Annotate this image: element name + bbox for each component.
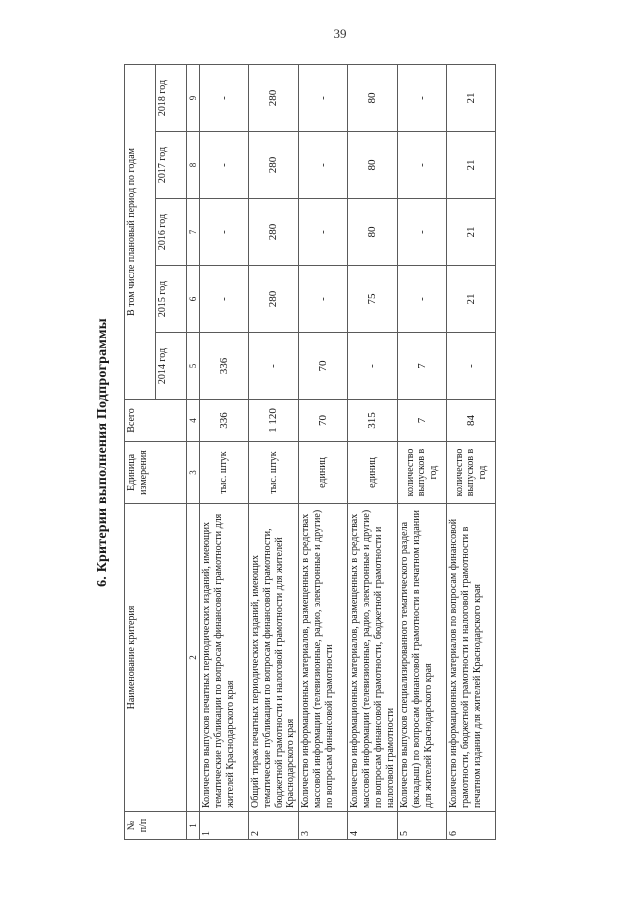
row-number: 5 bbox=[398, 812, 447, 840]
value-2014: 7 bbox=[398, 333, 447, 400]
row-number: 2 bbox=[249, 812, 299, 840]
criterion-name: Количество информационных материалов, размещенных в средствах массовой информации (телевизионные, радио, электронные и другие) по вопросам финансовой грамотности bbox=[299, 504, 348, 812]
value-2016: - bbox=[299, 199, 348, 266]
criterion-total: 84 bbox=[447, 400, 496, 442]
value-2016: 80 bbox=[348, 199, 398, 266]
value-2014: - bbox=[249, 333, 299, 400]
row-number: 4 bbox=[348, 812, 398, 840]
criterion-unit: единиц bbox=[348, 442, 398, 504]
criterion-total: 70 bbox=[299, 400, 348, 442]
value-2015: - bbox=[398, 266, 447, 333]
value-2014: 70 bbox=[299, 333, 348, 400]
column-index: 2 bbox=[187, 504, 200, 812]
value-2016: 280 bbox=[249, 199, 299, 266]
value-2015: - bbox=[200, 266, 249, 333]
criterion-unit: тыс. штук bbox=[200, 442, 249, 504]
value-2016: - bbox=[398, 199, 447, 266]
value-2015: 75 bbox=[348, 266, 398, 333]
criterion-total: 315 bbox=[348, 400, 398, 442]
value-2014: - bbox=[348, 333, 398, 400]
value-2014: - bbox=[447, 333, 496, 400]
value-2016: 21 bbox=[447, 199, 496, 266]
header-year-2018: 2018 год bbox=[156, 64, 187, 131]
value-2014: 336 bbox=[200, 333, 249, 400]
value-2015: 21 bbox=[447, 266, 496, 333]
value-2017: - bbox=[398, 132, 447, 199]
value-2015: - bbox=[299, 266, 348, 333]
column-index: 9 bbox=[187, 64, 200, 131]
table-row bbox=[200, 64, 249, 839]
header-year-2016: 2016 год bbox=[156, 199, 187, 266]
header-no: № п/п bbox=[125, 812, 187, 840]
table-row bbox=[249, 64, 299, 839]
criterion-name: Количество информационных материалов, размещенных в средствах массовой информации (телевизионные, радио, электронные и другие) по вопросам финансовой грамотности, бюджетной грамотности и налоговой грамотности bbox=[348, 504, 398, 812]
column-index: 1 bbox=[187, 812, 200, 840]
value-2017: - bbox=[200, 132, 249, 199]
value-2016: - bbox=[200, 199, 249, 266]
criterion-name: Количество выпусков специализированного тематического раздела (вкладыш) по вопросам финансовой грамотности в печатном издании для жителей Краснодарского края bbox=[398, 504, 447, 812]
section-title: 6. Критерии выполнения Подпрограммы bbox=[95, 318, 110, 587]
table-row bbox=[447, 64, 496, 839]
header-row bbox=[125, 64, 156, 839]
value-2017: - bbox=[299, 132, 348, 199]
criterion-unit: количество выпусков в год bbox=[398, 442, 447, 504]
criterion-name: Количество информационных материалов по вопросам финансовой грамотности, бюджетной грамотности и налоговой грамотности в печатном издании для жителей Краснодарского края bbox=[447, 504, 496, 812]
criterion-total: 7 bbox=[398, 400, 447, 442]
column-index: 7 bbox=[187, 199, 200, 266]
value-2018: - bbox=[200, 64, 249, 131]
row-number: 1 bbox=[200, 812, 249, 840]
header-name: Наименование критерия bbox=[125, 504, 187, 812]
row-number: 6 bbox=[447, 812, 496, 840]
criterion-name: Общий тираж печатных периодических изданий, имеющих тематические публикации по вопросам финансовой грамотности, бюджетной грамотности и налоговой грамотности для жителей Краснодарского края bbox=[249, 504, 299, 812]
column-index: 8 bbox=[187, 132, 200, 199]
rotated-landscape-content bbox=[97, 65, 547, 840]
value-2018: 280 bbox=[249, 64, 299, 131]
header-unit: Единица измерения bbox=[125, 442, 187, 504]
column-index: 5 bbox=[187, 333, 200, 400]
criteria-table bbox=[124, 64, 496, 840]
value-2018: - bbox=[398, 64, 447, 131]
value-2018: - bbox=[299, 64, 348, 131]
criterion-name: Количество выпусков печатных периодических изданий, имеющих тематические публикации по вопросам финансовой грамотности для жителей Краснодарского края bbox=[200, 504, 249, 812]
column-index-row bbox=[187, 64, 200, 839]
column-index: 4 bbox=[187, 400, 200, 442]
value-2015: 280 bbox=[249, 266, 299, 333]
value-2017: 21 bbox=[447, 132, 496, 199]
value-2018: 80 bbox=[348, 64, 398, 131]
header-year-2017: 2017 год bbox=[156, 132, 187, 199]
column-index: 6 bbox=[187, 266, 200, 333]
value-2017: 80 bbox=[348, 132, 398, 199]
criterion-unit: единиц bbox=[299, 442, 348, 504]
header-year-2015: 2015 год bbox=[156, 266, 187, 333]
criterion-unit: количество выпусков в год bbox=[447, 442, 496, 504]
table-row bbox=[348, 64, 398, 839]
table-row bbox=[398, 64, 447, 839]
header-year-2014: 2014 год bbox=[156, 333, 187, 400]
value-2017: 280 bbox=[249, 132, 299, 199]
row-number: 3 bbox=[299, 812, 348, 840]
criterion-total: 336 bbox=[200, 400, 249, 442]
value-2018: 21 bbox=[447, 64, 496, 131]
column-index: 3 bbox=[187, 442, 200, 504]
header-total: Всего bbox=[125, 400, 187, 442]
criterion-total: 1 120 bbox=[249, 400, 299, 442]
table-row bbox=[299, 64, 348, 839]
criterion-unit: тыс. штук bbox=[249, 442, 299, 504]
page-number: 39 bbox=[333, 26, 347, 41]
header-period: В том числе плановый период по годам bbox=[125, 64, 156, 399]
